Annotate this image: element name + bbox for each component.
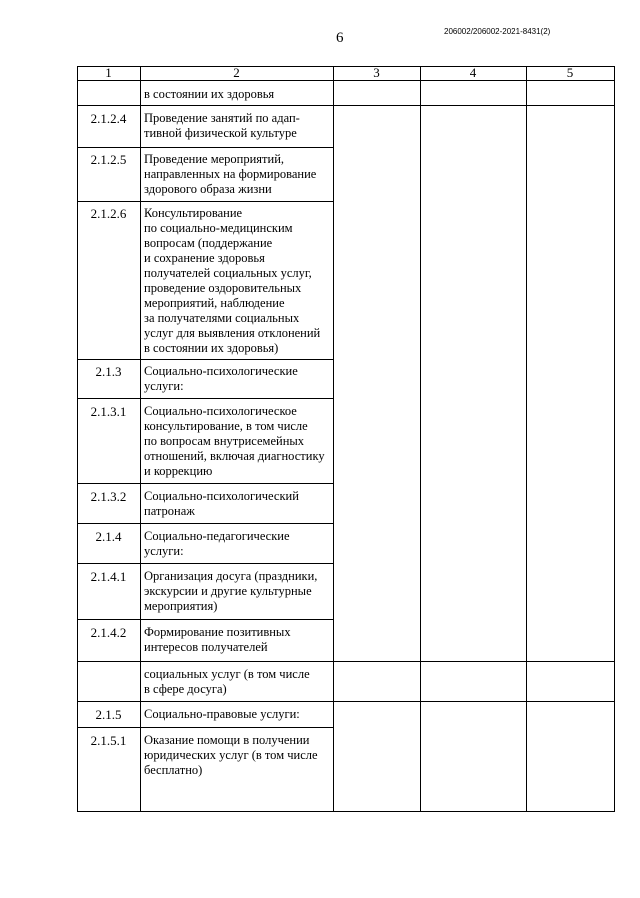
- row-divider: [77, 619, 333, 620]
- row-divider: [77, 661, 614, 662]
- table-row-11-text: Социально-правовые услуги:: [144, 707, 300, 721]
- table-row-5-number: 2.1.3.1: [90, 404, 127, 419]
- header-col-4: 4: [469, 65, 477, 80]
- header-col-5: 5: [566, 65, 574, 80]
- row-divider: [77, 483, 333, 484]
- row-divider: [77, 147, 333, 148]
- header-col-2: 2: [233, 65, 240, 80]
- row-divider: [77, 701, 614, 702]
- header-divider: [77, 80, 614, 81]
- table-row-7-number: 2.1.4: [95, 529, 122, 544]
- table-vline: [140, 66, 141, 811]
- table-row-8-text: Организация досуга (праздники, экскурсии и другие культурные мероприятия): [144, 569, 318, 613]
- row-divider: [77, 727, 333, 728]
- table-row-10-text: социальных услуг (в том числе в сфере досуга): [144, 667, 310, 696]
- table-row-3-number: 2.1.2.6: [90, 206, 127, 221]
- table-row-4-number: 2.1.3: [95, 364, 122, 379]
- header-col-3: 3: [373, 65, 380, 80]
- table-row-12-text: Оказание помощи в получении юридических услуг (в том числе бесплатно): [144, 733, 318, 777]
- table-row-7-text: Социально-педагогические услуги:: [144, 529, 290, 558]
- document-code: 206002/206002-2021-8431(2): [444, 27, 551, 36]
- row-divider: [77, 523, 333, 524]
- table-vline: [333, 66, 334, 811]
- table-row-4-text: Социально-психологические услуги:: [144, 364, 298, 393]
- row-divider: [77, 201, 333, 202]
- table-row-5-text: Социально-психологическое консультирование, в том числе по вопросам внутрисемейных отношений, включая диагностику и коррекцию: [144, 404, 325, 478]
- row-divider: [77, 359, 333, 360]
- table-row-11-number: 2.1.5: [95, 707, 122, 722]
- table-row-6-number: 2.1.3.2: [90, 489, 127, 504]
- table-vline: [526, 66, 527, 811]
- row-divider: [77, 563, 333, 564]
- row-divider: [77, 398, 333, 399]
- table-vline: [420, 66, 421, 811]
- table-row-1-number: 2.1.2.4: [90, 111, 127, 126]
- row-divider: [77, 105, 614, 106]
- table-row-12-number: 2.1.5.1: [90, 733, 127, 748]
- table-row-0-text: в состоянии их здоровья: [144, 87, 275, 101]
- table-row-3-text: Консультирование по социально-медицинским вопросам (поддержание и сохранение здоровья получателей социальных услуг, проведение оздоровительных мероприятий, наблюдение за получателями социальных услуг для выявления отклонений в состоянии их здоровья): [144, 206, 321, 355]
- header-col-1: 1: [105, 65, 112, 80]
- table-row-1-text: Проведение занятий по адап- тивной физической культуре: [144, 111, 300, 140]
- table-row-9-number: 2.1.4.2: [90, 625, 127, 640]
- page-number: 6: [336, 30, 344, 46]
- table-row-8-number: 2.1.4.1: [90, 569, 127, 584]
- table-row-2-number: 2.1.2.5: [90, 152, 127, 167]
- table-row-2-text: Проведение мероприятий, направленных на формирование здорового образа жизни: [144, 152, 317, 196]
- table-row-6-text: Социально-психологический патронаж: [144, 489, 299, 518]
- table-row-9-text: Формирование позитивных интересов получателей: [144, 625, 291, 654]
